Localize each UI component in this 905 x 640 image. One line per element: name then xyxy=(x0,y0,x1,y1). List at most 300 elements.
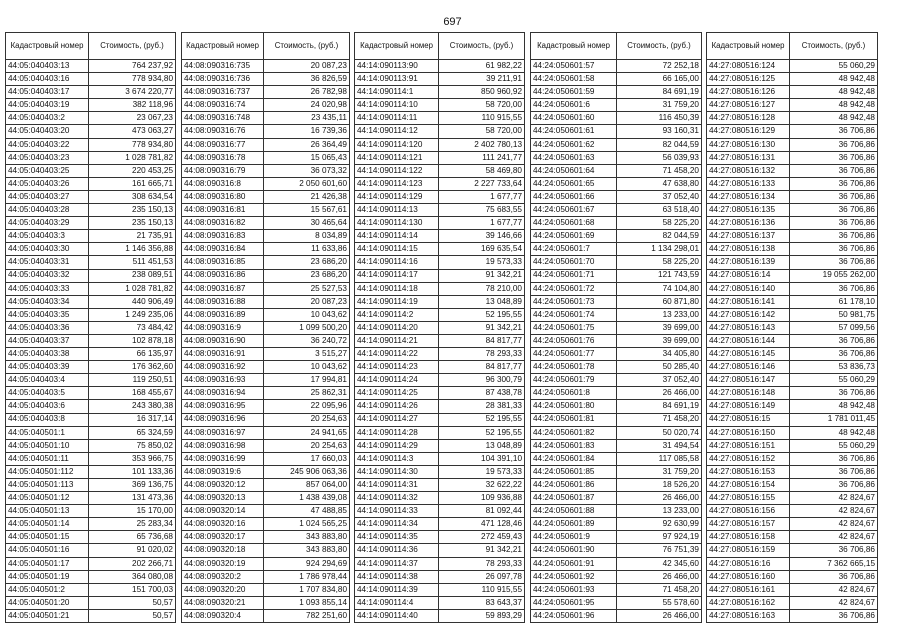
table-row xyxy=(531,256,702,269)
cost-cell: 168 455,67 xyxy=(89,387,176,400)
cadastral-number-cell: 44:05:040403:32 xyxy=(6,269,89,282)
cadastral-number-cell: 44:24:050601:57 xyxy=(531,60,617,73)
table-row xyxy=(355,439,525,452)
cadastral-number-cell: 44:08:090316:9 xyxy=(182,321,264,334)
cadastral-number-cell: 44:27:080516:152 xyxy=(707,452,790,465)
table-row xyxy=(182,230,350,243)
cost-cell: 10 043,62 xyxy=(264,361,350,374)
cost-cell: 82 044,59 xyxy=(617,138,702,151)
cost-cell: 23 686,20 xyxy=(264,256,350,269)
cost-cell: 131 473,36 xyxy=(89,492,176,505)
cost-cell: 58 469,80 xyxy=(439,164,525,177)
cost-cell: 42 824,67 xyxy=(790,583,878,596)
cost-cell: 272 459,43 xyxy=(439,531,525,544)
header-cost: Стоимость, (руб.) xyxy=(264,33,350,60)
cost-cell: 84 817,77 xyxy=(439,334,525,347)
table-row xyxy=(707,321,878,334)
cadastral-number-cell: 44:08:090316:88 xyxy=(182,295,264,308)
cost-cell: 78 293,33 xyxy=(439,348,525,361)
cost-cell: 235 150,13 xyxy=(89,217,176,230)
cadastral-number-cell: 44:08:090316:80 xyxy=(182,190,264,203)
table-row xyxy=(531,230,702,243)
table-row xyxy=(182,217,350,230)
table-row xyxy=(182,439,350,452)
cadastral-number-cell: 44:05:040403:19 xyxy=(6,99,89,112)
table-row xyxy=(182,295,350,308)
cadastral-number-cell: 44:24:050601:76 xyxy=(531,334,617,347)
cadastral-number-cell: 44:05:040403:30 xyxy=(6,243,89,256)
table-row xyxy=(355,492,525,505)
cadastral-number-cell: 44:14:090114:32 xyxy=(355,492,439,505)
table-row xyxy=(182,334,350,347)
table-row xyxy=(355,73,525,86)
cadastral-number-cell: 44:24:050601:83 xyxy=(531,439,617,452)
table-row xyxy=(182,99,350,112)
cost-cell: 61 982,22 xyxy=(439,60,525,73)
cost-cell: 16 317,14 xyxy=(89,413,176,426)
cadastral-number-cell: 44:24:050601:85 xyxy=(531,465,617,478)
cost-cell: 13 233,00 xyxy=(617,308,702,321)
cadastral-number-cell: 44:27:080516:150 xyxy=(707,426,790,439)
cadastral-number-cell: 44:08:090320:19 xyxy=(182,557,264,570)
cadastral-number-cell: 44:24:050601:81 xyxy=(531,413,617,426)
cost-cell: 58 225,20 xyxy=(617,217,702,230)
table-row xyxy=(707,86,878,99)
table-row xyxy=(182,465,350,478)
table-row xyxy=(531,531,702,544)
cadastral-number-cell: 44:14:090114:10 xyxy=(355,99,439,112)
table-row xyxy=(6,518,176,531)
cadastral-number-cell: 44:08:090316:85 xyxy=(182,256,264,269)
cost-cell: 36 706,86 xyxy=(790,465,878,478)
cadastral-number-cell: 44:05:040403:8 xyxy=(6,413,89,426)
table-row xyxy=(6,282,176,295)
cadastral-number-cell: 44:05:040501:16 xyxy=(6,544,89,557)
cadastral-number-cell: 44:05:040501:19 xyxy=(6,570,89,583)
cost-cell: 91 342,21 xyxy=(439,321,525,334)
cost-cell: 36 706,86 xyxy=(790,217,878,230)
cadastral-number-cell: 44:24:050601:95 xyxy=(531,596,617,609)
table-row xyxy=(531,426,702,439)
table-row xyxy=(707,465,878,478)
cadastral-number-cell: 44:27:080516:157 xyxy=(707,518,790,531)
cost-cell: 220 453,25 xyxy=(89,164,176,177)
table-row xyxy=(531,177,702,190)
cost-cell: 36 706,86 xyxy=(790,479,878,492)
header-cadastral-number: Кадастровый номер xyxy=(6,33,89,60)
table-row xyxy=(6,348,176,361)
cadastral-number-cell: 44:05:040501:21 xyxy=(6,609,89,622)
cadastral-number-cell: 44:24:050601:61 xyxy=(531,125,617,138)
cost-cell: 37 052,40 xyxy=(617,190,702,203)
table-row xyxy=(355,321,525,334)
cost-cell: 1 249 235,06 xyxy=(89,308,176,321)
cost-cell: 511 451,53 xyxy=(89,256,176,269)
table-row xyxy=(6,204,176,217)
cost-cell: 73 484,42 xyxy=(89,321,176,334)
table-row xyxy=(355,230,525,243)
cadastral-number-cell: 44:05:040501:12 xyxy=(6,492,89,505)
table-row xyxy=(531,583,702,596)
cost-cell: 39 211,91 xyxy=(439,73,525,86)
cadastral-number-cell: 44:05:040501:14 xyxy=(6,518,89,531)
cadastral-number-cell: 44:05:040403:25 xyxy=(6,164,89,177)
cadastral-table-3 xyxy=(354,32,525,623)
cost-cell: 23 686,20 xyxy=(264,269,350,282)
table-row xyxy=(6,531,176,544)
cadastral-number-cell: 44:24:050601:89 xyxy=(531,518,617,531)
cost-cell: 59 893,29 xyxy=(439,609,525,622)
cadastral-number-cell: 44:08:090316:87 xyxy=(182,282,264,295)
table-row xyxy=(707,439,878,452)
cost-cell: 34 405,80 xyxy=(617,348,702,361)
table-row xyxy=(707,112,878,125)
table-row xyxy=(355,452,525,465)
table-row xyxy=(6,439,176,452)
cadastral-number-cell: 44:08:090316:8 xyxy=(182,177,264,190)
cadastral-number-cell: 44:24:050601:75 xyxy=(531,321,617,334)
cadastral-number-cell: 44:08:090316:93 xyxy=(182,374,264,387)
cost-cell: 26 466,00 xyxy=(617,570,702,583)
page-number: 697 xyxy=(443,16,462,28)
cadastral-number-cell: 44:14:090114:37 xyxy=(355,557,439,570)
table-row xyxy=(182,73,350,86)
cost-cell: 782 251,60 xyxy=(264,609,350,622)
cost-cell: 343 883,80 xyxy=(264,531,350,544)
table-row xyxy=(707,570,878,583)
cadastral-number-cell: 44:05:040403:6 xyxy=(6,400,89,413)
cadastral-number-cell: 44:27:080516:151 xyxy=(707,439,790,452)
cost-cell: 17 994,81 xyxy=(264,374,350,387)
cost-cell: 74 104,80 xyxy=(617,282,702,295)
cost-cell: 109 936,88 xyxy=(439,492,525,505)
cost-cell: 42 824,67 xyxy=(790,505,878,518)
table-header-row xyxy=(531,33,702,60)
table-row xyxy=(707,426,878,439)
cadastral-number-cell: 44:08:090316:96 xyxy=(182,413,264,426)
cadastral-number-cell: 44:27:080516:162 xyxy=(707,596,790,609)
cadastral-number-cell: 44:05:040403:22 xyxy=(6,138,89,151)
cost-cell: 111 241,77 xyxy=(439,151,525,164)
cost-cell: 151 700,03 xyxy=(89,583,176,596)
table-row xyxy=(182,282,350,295)
cost-cell: 116 450,39 xyxy=(617,112,702,125)
table-header-row xyxy=(182,33,350,60)
cadastral-number-cell: 44:08:090316:90 xyxy=(182,334,264,347)
cost-cell: 55 060,29 xyxy=(790,374,878,387)
cadastral-number-cell: 44:05:040501:17 xyxy=(6,557,89,570)
table-row xyxy=(6,544,176,557)
cost-cell: 50,57 xyxy=(89,596,176,609)
table-row xyxy=(6,60,176,73)
cost-cell: 21 426,38 xyxy=(264,190,350,203)
cost-cell: 78 210,00 xyxy=(439,282,525,295)
cadastral-number-cell: 44:08:090316:83 xyxy=(182,230,264,243)
cost-cell: 382 118,96 xyxy=(89,99,176,112)
table-row xyxy=(531,269,702,282)
cost-cell: 1 028 781,82 xyxy=(89,151,176,164)
cost-cell: 25 862,31 xyxy=(264,387,350,400)
cadastral-number-cell: 44:24:050601:8 xyxy=(531,387,617,400)
cadastral-number-cell: 44:27:080516:128 xyxy=(707,112,790,125)
cost-cell: 48 942,48 xyxy=(790,426,878,439)
cost-cell: 26 782,98 xyxy=(264,86,350,99)
cost-cell: 91 020,02 xyxy=(89,544,176,557)
cost-cell: 91 342,21 xyxy=(439,544,525,557)
header-cadastral-number: Кадастровый номер xyxy=(707,33,790,60)
table-row xyxy=(355,465,525,478)
cadastral-number-cell: 44:24:050601:68 xyxy=(531,217,617,230)
table-row xyxy=(355,609,525,622)
cost-cell: 87 438,78 xyxy=(439,387,525,400)
table-row xyxy=(182,177,350,190)
cost-cell: 243 380,38 xyxy=(89,400,176,413)
table-row xyxy=(707,295,878,308)
cost-cell: 36 706,86 xyxy=(790,609,878,622)
cadastral-number-cell: 44:14:090114:123 xyxy=(355,177,439,190)
cost-cell: 25 527,53 xyxy=(264,282,350,295)
cost-cell: 58 225,20 xyxy=(617,256,702,269)
cadastral-number-cell: 44:14:090114:2 xyxy=(355,308,439,321)
cadastral-number-cell: 44:05:040501:11 xyxy=(6,452,89,465)
table-row xyxy=(355,583,525,596)
cadastral-number-cell: 44:08:090320:14 xyxy=(182,505,264,518)
table-row xyxy=(531,492,702,505)
table-row xyxy=(6,295,176,308)
table-row xyxy=(531,400,702,413)
cost-cell: 764 237,92 xyxy=(89,60,176,73)
table-row xyxy=(355,361,525,374)
cost-cell: 26 364,49 xyxy=(264,138,350,151)
cadastral-number-cell: 44:05:040403:27 xyxy=(6,190,89,203)
cost-cell: 1 024 565,25 xyxy=(264,518,350,531)
cost-cell: 63 518,40 xyxy=(617,204,702,217)
table-row xyxy=(707,348,878,361)
table-row xyxy=(6,557,176,570)
table-row xyxy=(6,86,176,99)
cost-cell: 778 934,80 xyxy=(89,73,176,86)
table-row xyxy=(707,413,878,426)
table-row xyxy=(707,308,878,321)
table-row xyxy=(6,413,176,426)
cost-cell: 36 706,86 xyxy=(790,243,878,256)
cost-cell: 36 073,32 xyxy=(264,164,350,177)
cost-cell: 169 635,54 xyxy=(439,243,525,256)
cost-cell: 52 195,55 xyxy=(439,426,525,439)
cadastral-number-cell: 44:08:090316:91 xyxy=(182,348,264,361)
cadastral-number-cell: 44:08:090316:78 xyxy=(182,151,264,164)
cost-cell: 15 065,43 xyxy=(264,151,350,164)
cadastral-table-4 xyxy=(530,32,702,623)
table-row xyxy=(531,609,702,622)
cost-cell: 36 706,86 xyxy=(790,387,878,400)
cost-cell: 235 150,13 xyxy=(89,204,176,217)
cadastral-number-cell: 44:05:040403:17 xyxy=(6,86,89,99)
table-row xyxy=(355,400,525,413)
table-row xyxy=(6,465,176,478)
table-row xyxy=(355,190,525,203)
cost-cell: 7 362 665,15 xyxy=(790,557,878,570)
table-row xyxy=(182,321,350,334)
table-row xyxy=(182,426,350,439)
cadastral-number-cell: 44:27:080516:133 xyxy=(707,177,790,190)
cost-cell: 36 706,86 xyxy=(790,256,878,269)
table-row xyxy=(707,518,878,531)
cadastral-number-cell: 44:14:090114:40 xyxy=(355,609,439,622)
cadastral-number-cell: 44:08:090320:20 xyxy=(182,583,264,596)
cadastral-number-cell: 44:05:040403:16 xyxy=(6,73,89,86)
cadastral-number-cell: 44:05:040501:113 xyxy=(6,479,89,492)
cadastral-number-cell: 44:24:050601:65 xyxy=(531,177,617,190)
cadastral-number-cell: 44:24:050601:73 xyxy=(531,295,617,308)
table-row xyxy=(6,230,176,243)
cost-cell: 28 381,33 xyxy=(439,400,525,413)
cost-cell: 31 759,20 xyxy=(617,465,702,478)
cadastral-number-cell: 44:08:090320:4 xyxy=(182,609,264,622)
cost-cell: 924 294,69 xyxy=(264,557,350,570)
cadastral-number-cell: 44:05:040403:13 xyxy=(6,60,89,73)
cadastral-number-cell: 44:27:080516:138 xyxy=(707,243,790,256)
table-row xyxy=(355,217,525,230)
table-row xyxy=(707,190,878,203)
cadastral-number-cell: 44:05:040403:26 xyxy=(6,177,89,190)
table-row xyxy=(6,243,176,256)
cadastral-number-cell: 44:27:080516:16 xyxy=(707,557,790,570)
table-row xyxy=(707,583,878,596)
cadastral-number-cell: 44:08:090320:16 xyxy=(182,518,264,531)
table-row xyxy=(707,596,878,609)
table-row xyxy=(182,348,350,361)
cadastral-number-cell: 44:14:090114:130 xyxy=(355,217,439,230)
cadastral-number-cell: 44:05:040403:4 xyxy=(6,374,89,387)
cost-cell: 71 458,20 xyxy=(617,583,702,596)
table-row xyxy=(531,204,702,217)
cadastral-number-cell: 44:05:040403:38 xyxy=(6,348,89,361)
cost-cell: 84 691,19 xyxy=(617,86,702,99)
table-row xyxy=(6,374,176,387)
cadastral-table-2 xyxy=(181,32,350,623)
cadastral-number-cell: 44:08:090316:89 xyxy=(182,308,264,321)
table-row xyxy=(182,387,350,400)
cadastral-number-cell: 44:14:090114:19 xyxy=(355,295,439,308)
header-cadastral-number: Кадастровый номер xyxy=(531,33,617,60)
cost-cell: 91 342,21 xyxy=(439,269,525,282)
table-row xyxy=(531,60,702,73)
table-row xyxy=(182,243,350,256)
cadastral-number-cell: 44:24:050601:91 xyxy=(531,557,617,570)
cost-cell: 36 706,86 xyxy=(790,125,878,138)
table-row xyxy=(355,518,525,531)
cost-cell: 353 966,75 xyxy=(89,452,176,465)
cadastral-number-cell: 44:27:080516:149 xyxy=(707,400,790,413)
cost-cell: 21 735,91 xyxy=(89,230,176,243)
cadastral-number-cell: 44:08:090316:74 xyxy=(182,99,264,112)
table-row xyxy=(182,138,350,151)
cost-cell: 1 781 011,45 xyxy=(790,413,878,426)
table-row xyxy=(182,269,350,282)
cadastral-number-cell: 44:24:050601:90 xyxy=(531,544,617,557)
table-row xyxy=(6,387,176,400)
cost-cell: 23 067,23 xyxy=(89,112,176,125)
table-row xyxy=(355,60,525,73)
cadastral-number-cell: 44:27:080516:159 xyxy=(707,544,790,557)
cadastral-number-cell: 44:27:080516:141 xyxy=(707,295,790,308)
table-row xyxy=(531,151,702,164)
table-row xyxy=(531,217,702,230)
table-row xyxy=(531,348,702,361)
cadastral-number-cell: 44:05:040403:37 xyxy=(6,334,89,347)
cadastral-number-cell: 44:27:080516:145 xyxy=(707,348,790,361)
cost-cell: 55 578,60 xyxy=(617,596,702,609)
cadastral-number-cell: 44:14:090114:20 xyxy=(355,321,439,334)
table-row xyxy=(355,374,525,387)
cost-cell: 48 942,48 xyxy=(790,112,878,125)
cost-cell: 48 942,48 xyxy=(790,73,878,86)
cadastral-number-cell: 44:08:090320:13 xyxy=(182,492,264,505)
cost-cell: 39 699,00 xyxy=(617,321,702,334)
table-row xyxy=(707,387,878,400)
cadastral-number-cell: 44:08:090320:12 xyxy=(182,479,264,492)
cadastral-number-cell: 44:27:080516:127 xyxy=(707,99,790,112)
table-row xyxy=(707,505,878,518)
cadastral-number-cell: 44:27:080516:139 xyxy=(707,256,790,269)
cadastral-number-cell: 44:24:050601:88 xyxy=(531,505,617,518)
cost-cell: 36 706,86 xyxy=(790,348,878,361)
cost-cell: 31 494,54 xyxy=(617,439,702,452)
table-row xyxy=(531,557,702,570)
table-row xyxy=(531,138,702,151)
table-row xyxy=(6,112,176,125)
cost-cell: 55 060,29 xyxy=(790,439,878,452)
cadastral-number-cell: 44:14:090114:39 xyxy=(355,583,439,596)
cadastral-number-cell: 44:27:080516:137 xyxy=(707,230,790,243)
cadastral-number-cell: 44:24:050601:96 xyxy=(531,609,617,622)
cost-cell: 36 706,86 xyxy=(790,570,878,583)
cadastral-number-cell: 44:27:080516:154 xyxy=(707,479,790,492)
cost-cell: 20 087,23 xyxy=(264,60,350,73)
cadastral-number-cell: 44:24:050601:69 xyxy=(531,230,617,243)
cadastral-number-cell: 44:05:040403:35 xyxy=(6,308,89,321)
cadastral-number-cell: 44:05:040501:112 xyxy=(6,465,89,478)
table-row xyxy=(355,570,525,583)
cost-cell: 15 567,61 xyxy=(264,204,350,217)
table-row xyxy=(531,334,702,347)
cost-cell: 110 915,55 xyxy=(439,112,525,125)
table-row xyxy=(531,125,702,138)
table-row xyxy=(182,596,350,609)
table-row xyxy=(182,204,350,217)
cadastral-number-cell: 44:24:050601:67 xyxy=(531,204,617,217)
cost-cell: 364 080,08 xyxy=(89,570,176,583)
cost-cell: 82 044,59 xyxy=(617,230,702,243)
cadastral-number-cell: 44:27:080516:163 xyxy=(707,609,790,622)
table-row xyxy=(355,243,525,256)
table-row xyxy=(6,400,176,413)
header-cost: Стоимость, (руб.) xyxy=(617,33,702,60)
table-row xyxy=(355,544,525,557)
table-row xyxy=(355,282,525,295)
table-row xyxy=(6,479,176,492)
table-row xyxy=(707,452,878,465)
cost-cell: 47 638,80 xyxy=(617,177,702,190)
cost-cell: 11 633,86 xyxy=(264,243,350,256)
cost-cell: 13 233,00 xyxy=(617,505,702,518)
table-row xyxy=(355,112,525,125)
cost-cell: 308 634,54 xyxy=(89,190,176,203)
table-row xyxy=(707,544,878,557)
cost-cell: 36 706,86 xyxy=(790,230,878,243)
cost-cell: 50,57 xyxy=(89,609,176,622)
